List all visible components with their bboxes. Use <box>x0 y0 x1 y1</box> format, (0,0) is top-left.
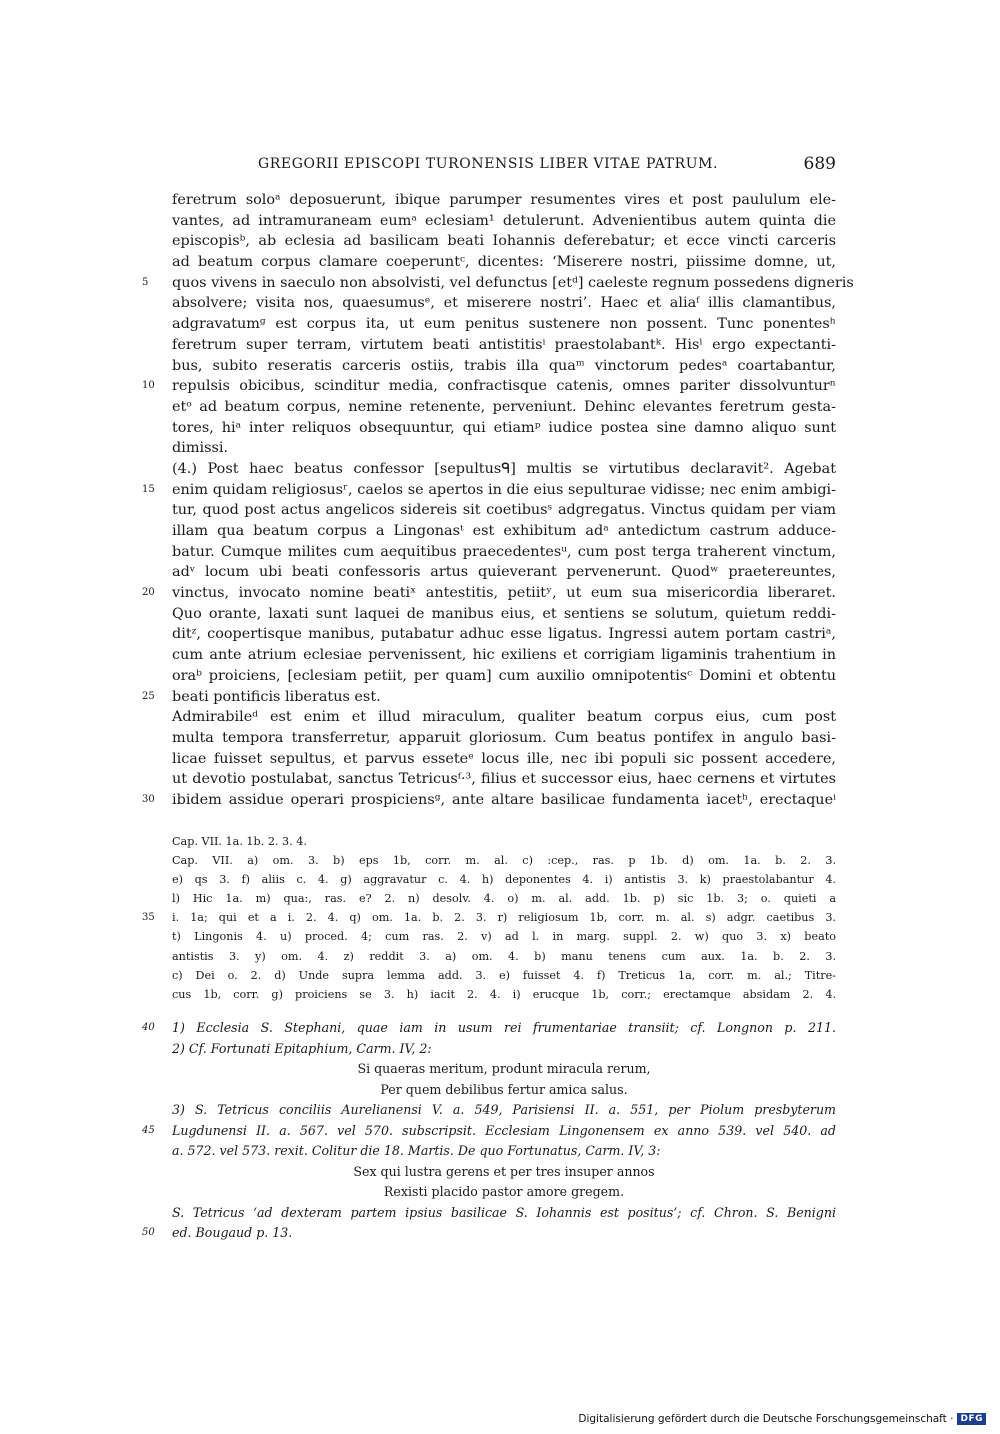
apparatus-line <box>172 947 836 966</box>
line-number: 40 <box>142 1022 155 1033</box>
line-number: 45 <box>142 1124 155 1136</box>
text-line <box>172 645 836 666</box>
apparatus-line <box>172 985 836 1004</box>
text-line <box>172 314 836 335</box>
text-line <box>172 604 836 625</box>
line-text: c) Dei o. 2. d) Unde supra lemma add. 3. e) fuisset 4. f) Treticus 1a, corr. m. al.; Titre- <box>172 968 836 982</box>
line-text: Si quaeras meritum, produnt miracula rerum, <box>357 1061 651 1076</box>
footnote-line <box>172 1141 836 1162</box>
text-line <box>142 480 836 501</box>
footnote-line <box>172 1182 836 1203</box>
line-text: ibidem assidue operari prospiciensᵍ, ante altare basilicae fundamenta iacetʰ, erectaqueⁱ <box>172 791 836 808</box>
text-line <box>172 335 836 356</box>
footnote-line <box>172 1203 836 1224</box>
line-text: enim quidam religiosusʳ, caelos se apertos in die eius sepulturae vidisse; nec enim ambigi- <box>172 481 836 498</box>
line-text: Cap. VII. 1a. 1b. 2. 3. 4. <box>172 835 307 848</box>
line-text: vantes, ad intramuraneam eumᵃ eclesiam¹ detulerunt. Advenientibus autem quinta die <box>172 212 836 229</box>
line-text: (4.) Post haec beatus confessor [sepultusᑫ] multis se virtutibus declaravit². Agebat <box>172 460 836 477</box>
line-text: a. 572. vel 573. rexit. Colitur die 18. Martis. De quo Fortunatus, Carm. IV, 3: <box>172 1143 661 1158</box>
line-text: batur. Cumque milites cum aequitibus praecedentesᵘ, cum post terga traherent vinctum, <box>172 543 836 560</box>
line-text: Lugdunensi II. a. 567. vel 570. subscripsit. Ecclesiam Lingonensem ex anno 539. vel 540. ad <box>172 1122 836 1138</box>
apparatus-line <box>142 908 836 927</box>
text-line <box>172 438 836 459</box>
text-line <box>172 231 836 252</box>
line-text: Admirabileᵈ est enim et illud miraculum, qualiter beatum corpus eius, cum post <box>172 709 836 726</box>
line-number: 50 <box>142 1227 155 1238</box>
line-text: S. Tetricus ‘ad dexteram partem ipsius basilicae S. Iohannis est positus’; cf. Chron. S. Benigni <box>172 1204 836 1220</box>
apparatus-line <box>172 966 836 985</box>
text-line <box>172 211 836 232</box>
footnote-line <box>172 1080 836 1101</box>
running-header <box>258 156 836 178</box>
apparatus-line <box>172 870 836 889</box>
footnote-line <box>142 1121 836 1142</box>
apparatus-line <box>172 889 836 908</box>
line-text: multa tempora transferretur, apparuit gloriosum. Cum beatus pontifex in angulo basi- <box>172 729 836 746</box>
dfg-logo: DFG <box>957 1413 986 1425</box>
text-line <box>172 500 836 521</box>
line-text: ut devotio postulabat, sanctus Tetricusᶠ·³, filius et successor eius, haec cernens et virtutes <box>172 771 836 788</box>
apparatus-line <box>172 851 836 870</box>
page-number: 689 <box>803 154 836 174</box>
line-text: ed. Bougaud p. 13. <box>172 1225 293 1240</box>
line-text: licae fuisset sepultus, et parvus esseteᵉ locus ille, nec ibi populi sic possent accedere, <box>172 750 836 767</box>
footnote-line <box>172 1100 836 1121</box>
footnote-line <box>142 1223 836 1244</box>
line-number: 10 <box>142 380 155 392</box>
text-line <box>142 273 854 294</box>
line-text: feretrum soloᵃ deposuerunt, ibique parumper resumentes vires et post paululum ele- <box>172 192 836 208</box>
line-text: tur, quod post actus angelicos sidereis sit coetibusˢ adgregatus. Vinctus quidam per viam <box>172 502 836 519</box>
line-text: quos vivens in saeculo non absolvisti, vel defunctus [etᵈ] caeleste regnum possedens digneris <box>172 274 854 291</box>
text-line <box>172 707 836 728</box>
text-line <box>142 376 836 397</box>
footnote-line <box>172 1059 836 1080</box>
text-line <box>172 749 836 770</box>
line-text: repulsis obicibus, scinditur media, confractisque catenis, omnes pariter dissolvunturⁿ <box>172 378 836 395</box>
line-number: 5 <box>142 276 149 288</box>
line-text: episcopisᵇ, ab eclesia ad basilicam beati Iohannis deferebatur; et ecce vincti carceris <box>172 233 836 250</box>
footnote-line <box>142 1018 836 1039</box>
line-number: 30 <box>142 793 155 805</box>
text-line <box>172 521 836 542</box>
line-text: adᵛ locum ubi beati confessoris artus quieverant pervenerunt. Quodʷ praetereuntes, <box>172 564 836 581</box>
line-text: ad beatum corpus clamare coeperuntᶜ, dicentes: ‘Miserere nostri, piissime domne, ut, <box>172 254 836 271</box>
text-line <box>172 562 836 583</box>
running-title: GREGORII EPISCOPI TURONENSIS LIBER VITAE PATRUM. <box>258 156 719 172</box>
line-text: e) qs 3. f) aliis c. 4. g) aggravatur c. 4. h) deponentes 4. i) antistis 3. k) praestolabantur 4. <box>172 873 836 887</box>
line-text: dimissi. <box>172 440 229 457</box>
line-text: 3) S. Tetricus conciliis Aurelianensi V. a. 549, Parisiensi II. a. 551, per Piolum presbyterum <box>172 1102 836 1117</box>
text-line <box>172 769 836 790</box>
critical-apparatus <box>142 832 836 1004</box>
text-line <box>172 666 836 687</box>
line-text: Sex qui lustra gerens et per tres insuper annos <box>353 1163 655 1179</box>
line-number: 20 <box>142 587 155 599</box>
line-text: cus 1b, corr. g) proiciens se 3. h) iacit 2. 4. i) erucque 1b, corr.; erectamque absidam 2. 4. <box>172 987 836 1001</box>
line-text: bus, subito reseratis carceris ostiis, trabis illa quaᵐ vinctorum pedesᵃ coartabantur, <box>172 357 836 374</box>
line-text: oraᵇ proiciens, [eclesiam petiit, per quam] cum auxilio omnipotentisᶜ Domini et obtentu <box>172 667 836 684</box>
line-text: t) Lingonis 4. u) proced. 4; cum ras. 2. v) ad l. in marg. suppl. 2. w) quo 3. x) beato <box>172 930 836 944</box>
line-number: 15 <box>142 483 155 495</box>
text-line <box>172 459 836 480</box>
line-text: l) Hic 1a. m) qua:, ras. e? 2. n) desolv. 4. o) m. al. add. 1b. p) sic 1b. 3; o. quieti a <box>172 892 836 906</box>
line-text: 1) Ecclesia S. Stephani, quae iam in usum rei frumentariae transiit; cf. Longnon p. 211. <box>172 1020 836 1035</box>
digitization-footer <box>578 1410 986 1428</box>
text-line <box>172 624 836 645</box>
line-text: Cap. VII. a) om. 3. b) eps 1b, corr. m. al. c) :cep., ras. p 1b. d) om. 1a. b. 2. 3. <box>172 854 836 868</box>
text-line <box>172 418 836 439</box>
footnotes <box>142 1018 836 1244</box>
line-text: Quo orante, laxati sunt laquei de manibus eius, et sentiens se solutum, quietum reddi- <box>172 605 836 622</box>
line-text: cum ante atrium eclesiae pervenissent, hic exiliens et corrigiam ligaminis trahentium in <box>172 647 836 664</box>
footer-text: Digitalisierung gefördert durch die Deutsche Forschungsgemeinschaft · <box>578 1413 954 1425</box>
text-line <box>172 190 836 211</box>
line-text: ditᶻ, coopertisque manibus, putabatur adhuc esse ligatus. Ingressi autem portam castriᵃ, <box>172 626 836 643</box>
line-number: 35 <box>142 912 155 924</box>
line-text: etᵒ ad beatum corpus, nemine retenente, perveniunt. Dehinc elevantes feretrum gesta- <box>172 398 836 415</box>
body-text <box>142 190 854 811</box>
text-line <box>142 790 836 811</box>
text-line <box>172 356 836 377</box>
line-text: adgravatumᵍ est corpus ita, ut eum penitus sustenere non possent. Tunc ponentesʰ <box>172 316 836 333</box>
footnote-line <box>172 1039 836 1060</box>
text-line <box>172 542 836 563</box>
text-line <box>142 583 836 604</box>
line-text: absolvere; visita nos, quaesumusᵉ, et miserere nostri’. Haec et aliaᶠ illis clamantibus, <box>172 295 836 312</box>
text-line <box>172 728 836 749</box>
footnote-line <box>172 1162 836 1183</box>
apparatus-line <box>172 832 836 851</box>
text-line <box>142 687 836 708</box>
line-text: Per quem debilibus fertur amica salus. <box>380 1081 628 1097</box>
line-text: antistis 3. y) om. 4. z) reddit 3. a) om. 4. b) manu tenens cum aux. 1a. b. 2. 3. <box>172 949 836 963</box>
text-line <box>172 397 836 418</box>
line-text: Rexisti placido pastor amore gregem. <box>383 1184 625 1199</box>
line-text: 2) Cf. Fortunati Epitaphium, Carm. IV, 2: <box>172 1040 432 1056</box>
line-text: i. 1a; qui et a i. 2. 4. q) om. 1a. b. 2. 3. r) religiosum 1b, corr. m. al. s) adgr. caetibus 3. <box>172 911 836 925</box>
line-text: illam qua beatum corpus a Lingonasᵗ est exhibitum adᵃ antedictum castrum adduce- <box>172 523 836 539</box>
line-text: vinctus, invocato nomine beatiˣ antestitis, petiitʸ, ut eum sua misericordia liberaret. <box>172 585 836 602</box>
text-line <box>172 252 836 273</box>
apparatus-line <box>172 927 836 946</box>
line-text: tores, hiᵃ inter reliquos obsequuntur, qui etiamᵖ iudice postea sine damno aliquo sunt <box>172 419 836 436</box>
text-line <box>172 293 836 314</box>
line-text: beati pontificis liberatus est. <box>172 688 381 705</box>
line-text: feretrum super terram, virtutem beati antistitisⁱ praestolabantᵏ. Hisˡ ergo expectanti- <box>172 336 836 353</box>
line-number: 25 <box>142 690 155 702</box>
